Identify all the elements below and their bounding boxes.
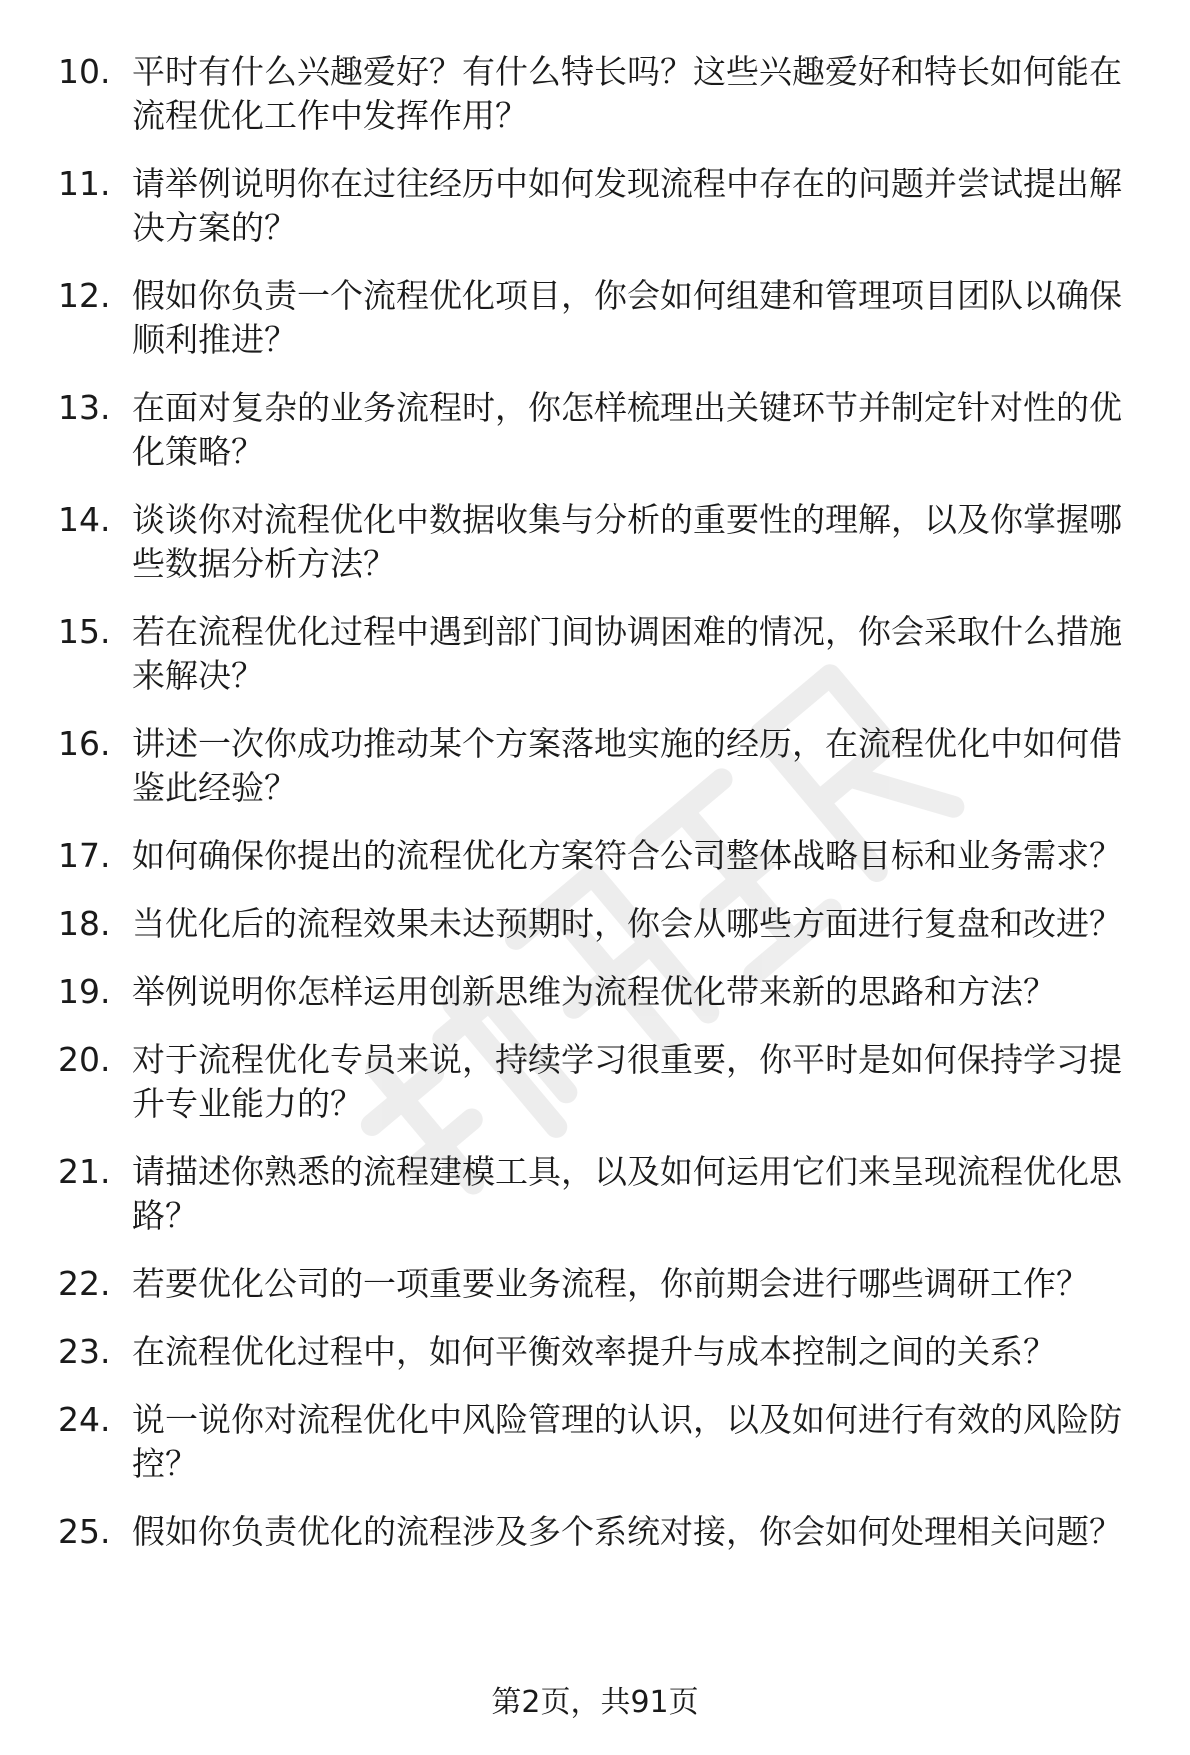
question-item <box>58 1038 1158 1126</box>
question-text: 假如你负责一个流程优化项目，你会如何组建和管理项目团队以确保顺利推进？ <box>132 276 1122 359</box>
question-item <box>58 50 1158 138</box>
question-item <box>58 722 1158 810</box>
question-item <box>58 970 1158 1014</box>
question-text: 如何确保你提出的流程优化方案符合公司整体战略目标和业务需求？ <box>132 836 1122 875</box>
question-number: 16. <box>58 724 111 763</box>
question-text: 若要优化公司的一项重要业务流程，你前期会进行哪些调研工作？ <box>132 1264 1089 1303</box>
question-number: 21. <box>58 1152 111 1191</box>
question-text: 说一说你对流程优化中风险管理的认识，以及如何进行有效的风险防控？ <box>132 1400 1122 1483</box>
question-number: 20. <box>58 1040 111 1079</box>
question-item <box>58 386 1158 474</box>
question-text: 请举例说明你在过往经历中如何发现流程中存在的问题并尝试提出解决方案的？ <box>132 164 1122 247</box>
question-item <box>58 610 1158 698</box>
question-item <box>58 162 1158 250</box>
question-number: 23. <box>58 1332 111 1371</box>
question-item <box>58 902 1158 946</box>
question-text: 若在流程优化过程中遇到部门间协调困难的情况，你会采取什么措施来解决？ <box>132 612 1122 695</box>
question-text: 在流程优化过程中，如何平衡效率提升与成本控制之间的关系？ <box>132 1332 1056 1371</box>
question-item <box>58 1262 1158 1306</box>
question-number: 17. <box>58 836 111 875</box>
question-number: 22. <box>58 1264 111 1303</box>
page-footer: 第2页，共91页 <box>491 1685 699 1720</box>
question-number: 13. <box>58 388 111 427</box>
question-item <box>58 1398 1158 1486</box>
question-number: 18. <box>58 904 111 943</box>
question-text: 谈谈你对流程优化中数据收集与分析的重要性的理解，以及你掌握哪些数据分析方法？ <box>132 500 1122 583</box>
question-number: 10. <box>58 52 111 91</box>
question-item <box>58 834 1158 878</box>
question-item <box>58 1150 1158 1238</box>
question-text: 在面对复杂的业务流程时，你怎样梳理出关键环节并制定针对性的优化策略？ <box>132 388 1122 471</box>
question-number: 24. <box>58 1400 111 1439</box>
question-number: 15. <box>58 612 111 651</box>
question-text: 请描述你熟悉的流程建模工具，以及如何运用它们来呈现流程优化思路？ <box>132 1152 1122 1235</box>
question-text: 当优化后的流程效果未达预期时，你会从哪些方面进行复盘和改进？ <box>132 904 1122 943</box>
question-number: 25. <box>58 1512 111 1551</box>
question-number: 11. <box>58 164 111 203</box>
question-item <box>58 1510 1158 1554</box>
question-number: 19. <box>58 972 111 1011</box>
question-text: 对于流程优化专员来说，持续学习很重要，你平时是如何保持学习提升专业能力的？ <box>132 1040 1122 1123</box>
question-list <box>58 50 1158 1578</box>
question-item <box>58 274 1158 362</box>
question-item <box>58 1330 1158 1374</box>
question-number: 14. <box>58 500 111 539</box>
question-item <box>58 498 1158 586</box>
question-number: 12. <box>58 276 111 315</box>
question-text: 假如你负责优化的流程涉及多个系统对接，你会如何处理相关问题？ <box>132 1512 1122 1551</box>
question-text: 平时有什么兴趣爱好？有什么特长吗？这些兴趣爱好和特长如何能在流程优化工作中发挥作用？ <box>132 52 1122 135</box>
question-text: 讲述一次你成功推动某个方案落地实施的经历，在流程优化中如何借鉴此经验？ <box>132 724 1122 807</box>
question-text: 举例说明你怎样运用创新思维为流程优化带来新的思路和方法？ <box>132 972 1056 1011</box>
